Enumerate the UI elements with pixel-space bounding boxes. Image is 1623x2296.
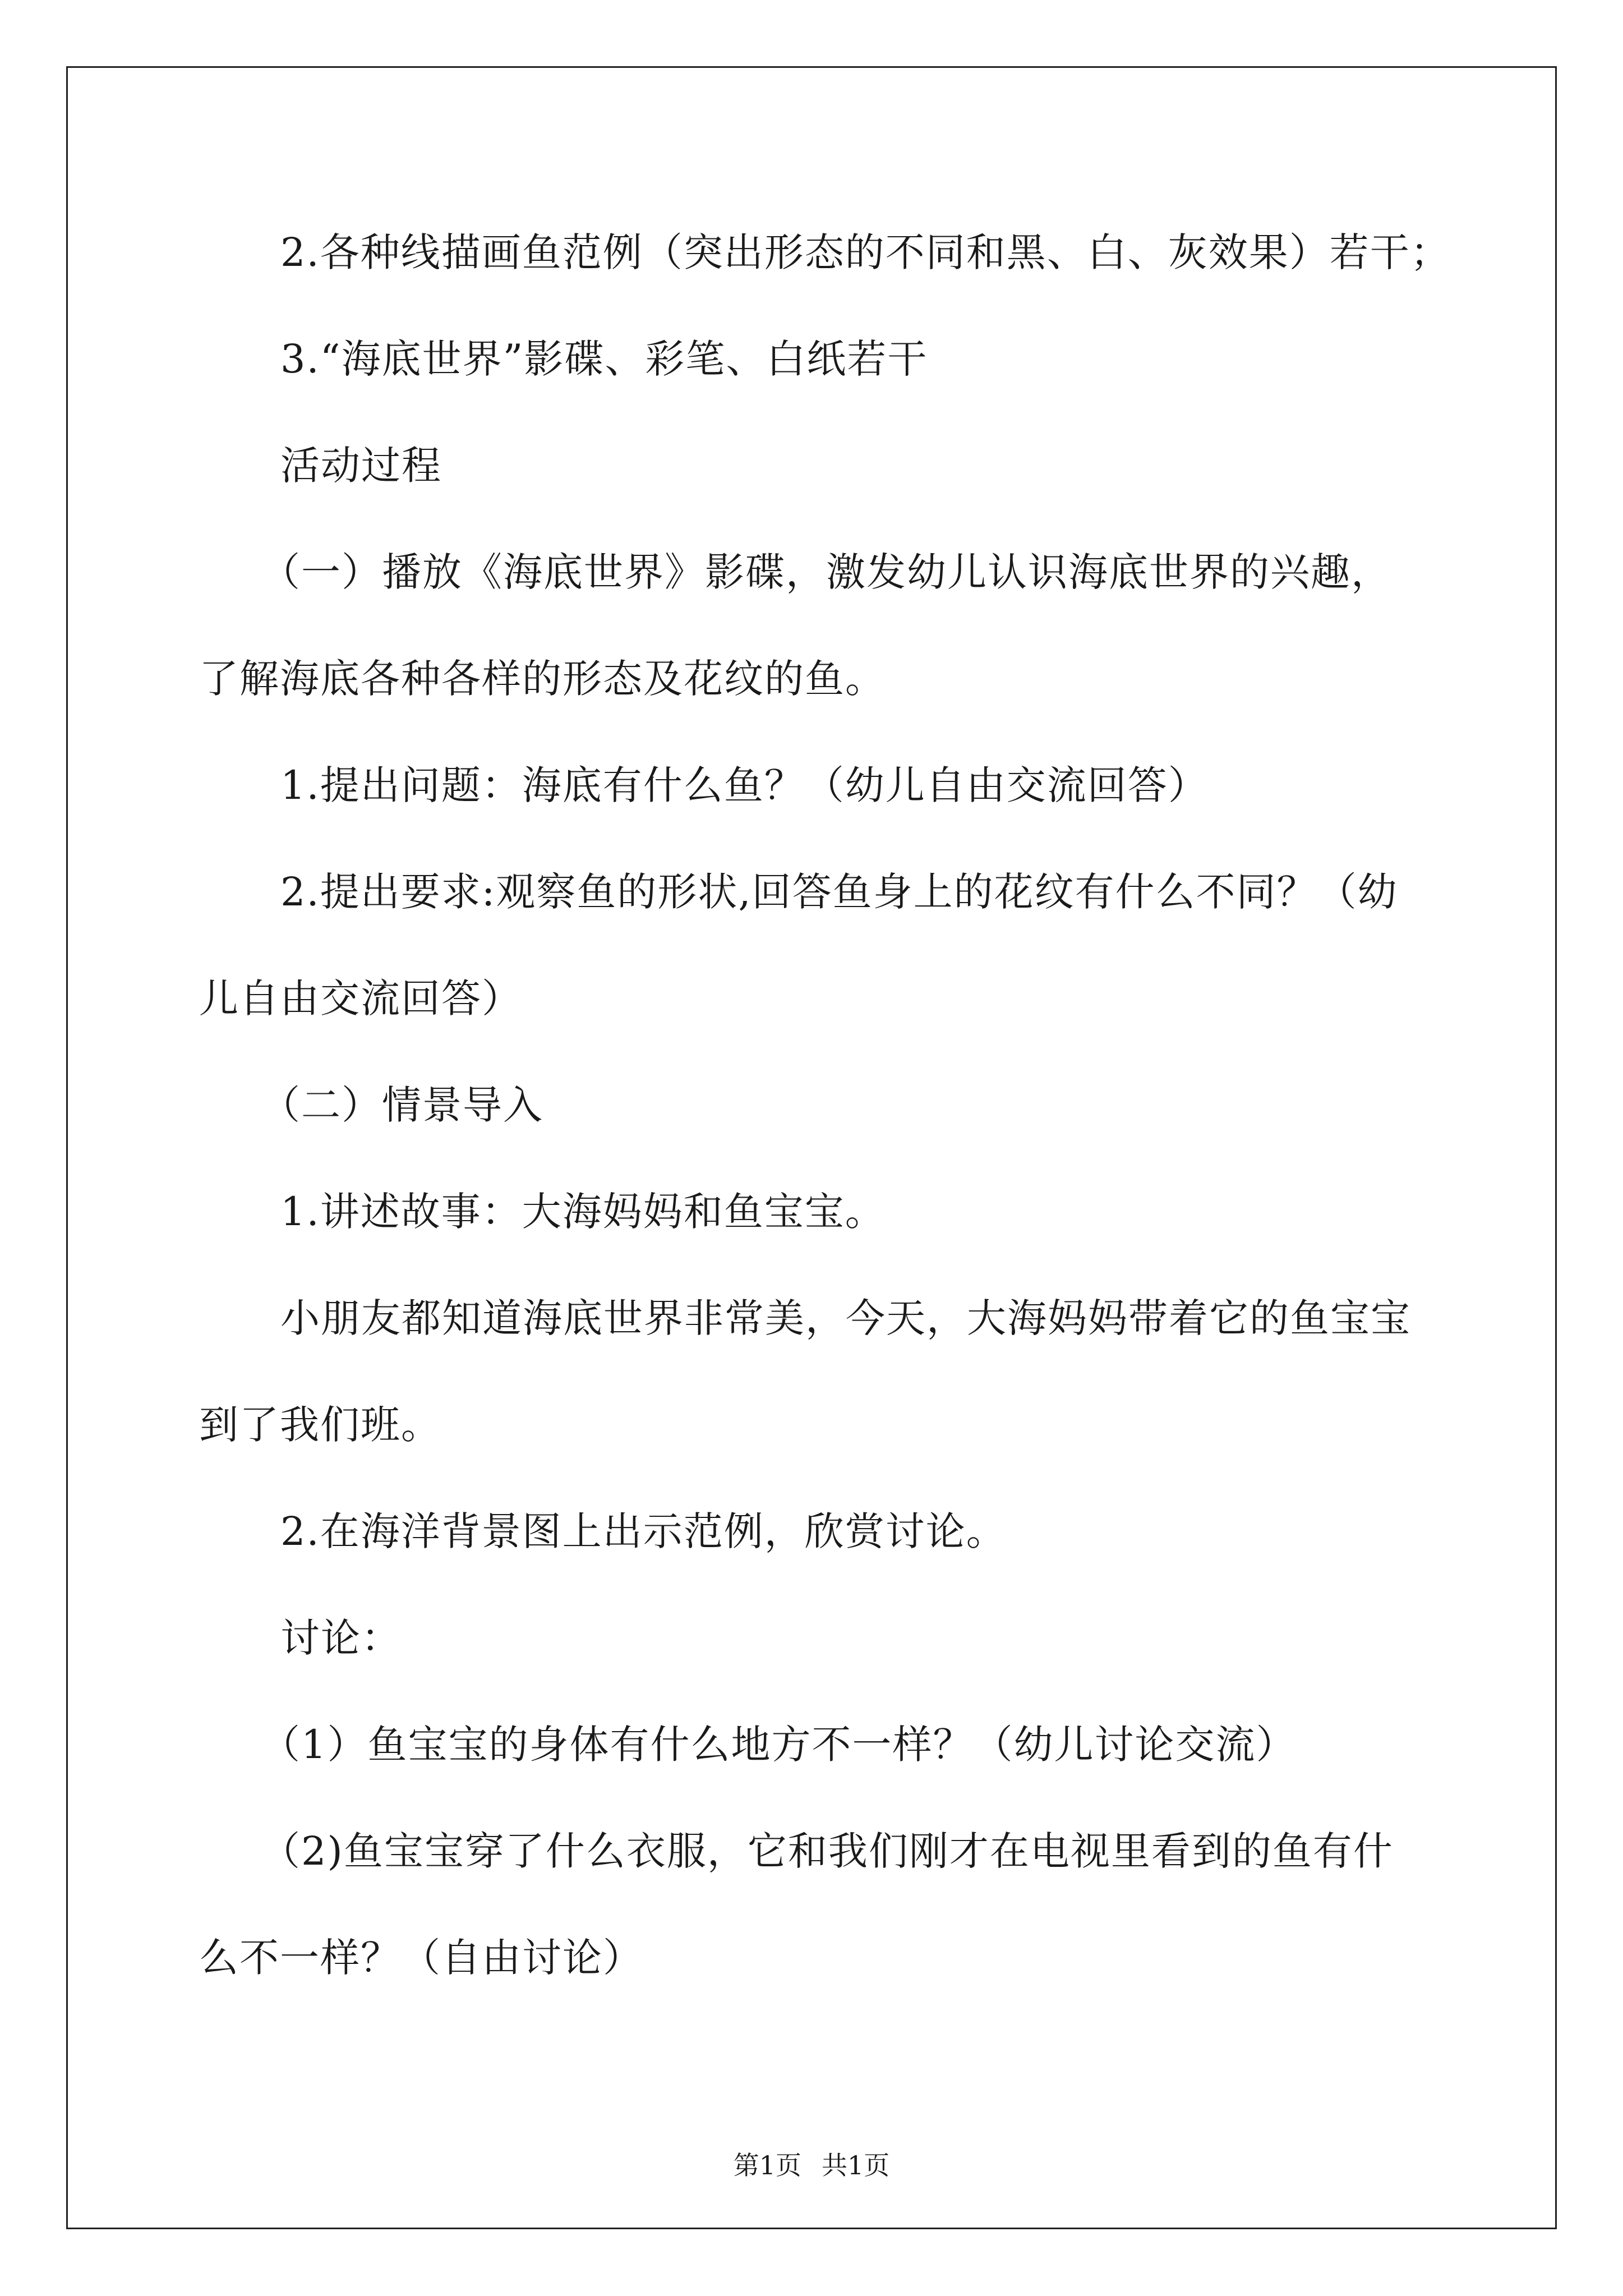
text-line-2: 3.“海底世界”影碟、彩笔、白纸若干 — [280, 336, 928, 382]
text-line-4: （一）播放《海底世界》影碟，激发幼儿认识海底世界的兴趣， — [261, 549, 1391, 595]
text-line-14: 讨论： — [280, 1615, 402, 1661]
page-number-total: 共1页 — [822, 2150, 890, 2180]
section-heading-scene-intro: （二）情景导入 — [261, 1082, 543, 1128]
text-line-8: 儿自由交流回答） — [199, 976, 522, 1022]
text-line-17: 么不一样？（自由讨论） — [199, 1935, 643, 1981]
page-number-current: 第1页 — [733, 2150, 801, 2180]
text-line-12: 到了我们班。 — [199, 1402, 441, 1448]
page-footer — [0, 2148, 1623, 2182]
text-line-10: 1.讲述故事：大海妈妈和鱼宝宝。 — [280, 1189, 886, 1235]
text-line-15: （1）鱼宝宝的身体有什么地方不一样？（幼儿讨论交流） — [261, 1722, 1297, 1768]
text-line-5: 了解海底各种各样的形态及花纹的鱼。 — [199, 656, 886, 702]
text-line-16: （2)鱼宝宝穿了什么衣服，它和我们刚才在电视里看到的鱼有什 — [261, 1828, 1394, 1874]
section-heading-activity-process: 活动过程 — [280, 443, 442, 489]
text-line-6: 1.提出问题：海底有什么鱼？（幼儿自由交流回答） — [280, 762, 1209, 808]
text-line-1: 2.各种线描画鱼范例（突出形态的不同和黑、白、灰效果）若干； — [280, 229, 1451, 275]
page-border — [66, 66, 1557, 2229]
text-line-13: 2.在海洋背景图上出示范例，欣赏讨论。 — [280, 1508, 1007, 1554]
text-line-7: 2.提出要求:观察鱼的形状,回答鱼身上的花纹有什么不同？（幼 — [280, 869, 1398, 915]
text-line-11: 小朋友都知道海底世界非常美，今天，大海妈妈带着它的鱼宝宝 — [280, 1295, 1411, 1341]
